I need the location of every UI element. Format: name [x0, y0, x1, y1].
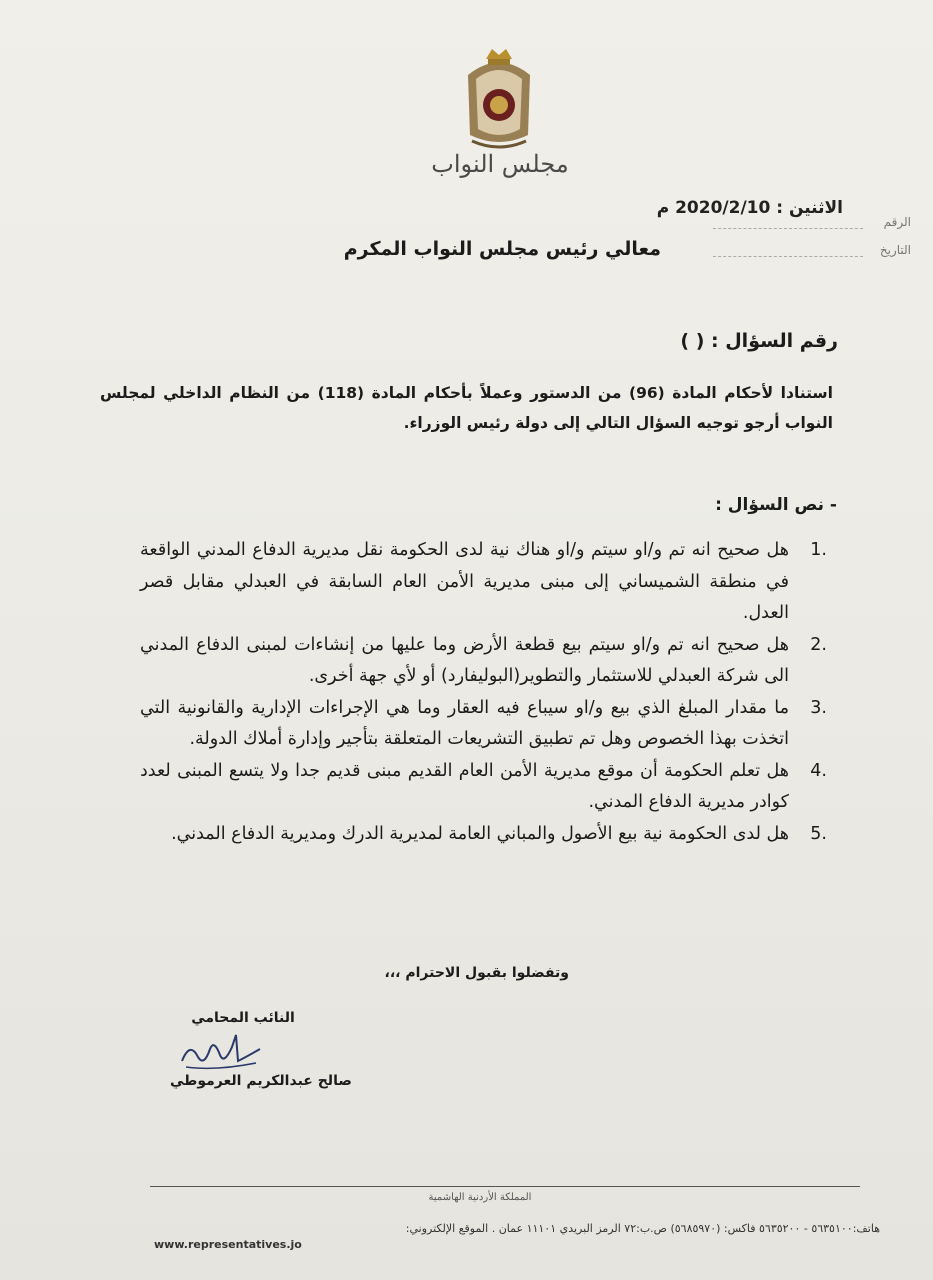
list-item-text: هل صحيح انه تم و/او سيتم و/او هناك نية لدى الحكومة نقل مديرية الدفاع المدني الواقعة في منطقة الشميساني إلى مبنى مديرية الأمن العام السابقة في العبدلي مقابل قصر العدل. — [140, 540, 789, 623]
question-number: رقم السؤال : ( ) — [680, 330, 838, 352]
date-label-row — [865, 243, 911, 257]
footer-org-name: المملكة الأردنية الهاشمية — [428, 1192, 532, 1203]
list-item-number: 1. — [810, 540, 827, 560]
date-label: التاريخ — [879, 243, 911, 257]
list-item — [140, 756, 827, 819]
ref-dotted-line — [713, 228, 863, 229]
ref-label: الرقم — [883, 215, 911, 229]
signer-name: صالح عبدالكريم العرموطي — [170, 1073, 352, 1089]
list-item-number: 3. — [810, 697, 827, 718]
royal-crest-icon — [458, 45, 540, 153]
list-item-number: 4. — [810, 760, 827, 781]
question-text-heading: - نص السؤال : — [715, 495, 837, 515]
footer-contact-info: هاتف:٥٦٣٥١٠٠ - ٥٦٣٥٢٠٠ فاكس: (٥٦٨٥٩٧٠) ص.ب:٧٢ الرمز البريدي ١١١٠١ عمان . الموقع الإلكتروني: — [405, 1222, 880, 1235]
list-item-text: هل تعلم الحكومة أن موقع مديرية الأمن العام القديم مبنى قديم جدا ولا يتسع المبنى لعدد كوادر مديرية الدفاع المدني. — [140, 760, 789, 812]
list-item-text: هل لدى الحكومة نية بيع الأصول والمباني العامة لمديرية الدرك ومديرية الدفاع المدني. — [171, 823, 789, 844]
addressee: معالي رئيس مجلس النواب المكرم — [343, 238, 661, 260]
list-item — [140, 630, 827, 693]
letter-date: الاثنين : 2020/2/10 م — [656, 198, 843, 218]
list-item-number: 5. — [810, 823, 827, 844]
list-item — [140, 535, 827, 630]
footer-website: www.representatives.jo — [154, 1238, 302, 1251]
ref-label-row — [865, 215, 911, 229]
list-item — [140, 819, 827, 851]
list-item-number: 2. — [810, 634, 827, 655]
signer-title: النائب المحامي — [191, 1010, 295, 1026]
footer-divider — [150, 1186, 860, 1187]
signature-icon — [176, 1027, 266, 1075]
letterhead-org-name: مجلس النواب — [431, 150, 569, 178]
intro-paragraph: استنادا لأحكام المادة (96) من الدستور وعملاً بأحكام المادة (118) من النظام الداخلي لمجلس النواب أرجو توجيه السؤال التالي إلى دولة رئيس الوزراء. — [100, 384, 833, 432]
list-item — [140, 693, 827, 756]
date-dotted-line — [713, 256, 863, 257]
closing-salutation: وتفضلوا بقبول الاحترام ،،، — [384, 965, 569, 981]
questions-list — [140, 535, 827, 850]
list-item-text: ما مقدار المبلغ الذي بيع و/او سيباع فيه العقار وما هي الإجراءات الإدارية والقانونية التي اتخذت بهذا الخصوص وهل تم تطبيق التشريعات المتعلقة بتأجير وإدارة أملاك الدولة. — [140, 697, 789, 749]
list-item-text: هل صحيح انه تم و/او سيتم بيع قطعة الأرض وما عليها من إنشاءات لمبنى الدفاع المدني الى شركة العبدلي للاستثمار والتطوير(البوليفارد) أو لأي جهة أخرى. — [140, 634, 789, 686]
